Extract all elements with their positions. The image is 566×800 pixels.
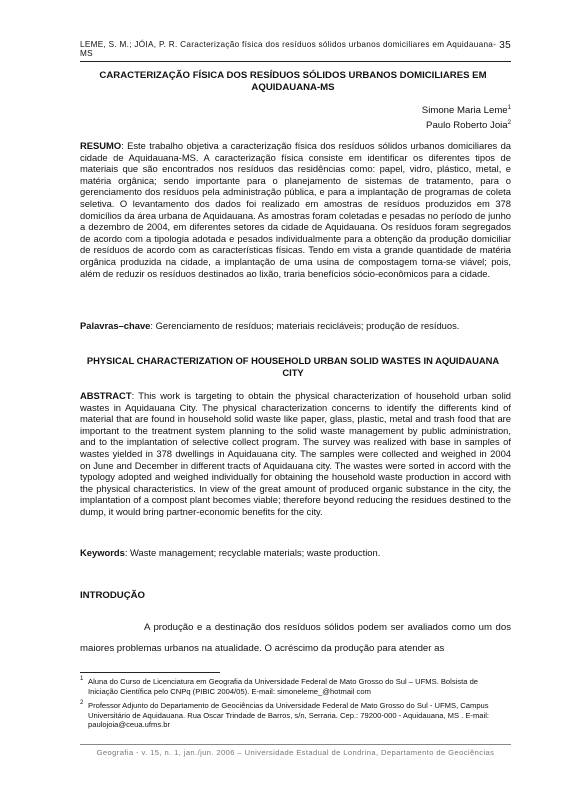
footnote-number: 1 [80, 676, 84, 682]
author-name: Paulo Roberto Joia [426, 120, 508, 132]
footnote-divider [80, 672, 220, 673]
footnote-2 [80, 701, 496, 730]
abstract-label: ABSTRACT [80, 390, 132, 401]
footnote-text: Aluna do Curso de Licenciatura em Geografia da Universidade Federal de Mato Grosso do Sul – UFMS. Bolsista de Iniciação Científica pelo CNPq (PIBIC 2004/05). E-mail: simoneleme_@hotmail com [88, 677, 479, 696]
resumo-paragraph [80, 140, 511, 279]
abstract-text: : This work is targeting to obtain the physical characterization of household urban solid wastes in Aquidauana City. The physical characterization concerns to identify the differents kind of material that are found in household solid waste like paper, glass, plastic, metal and trash food that are important to the treatment system planning to the solid waste management by public administration, and to the implantation of selective collect program. The survey was realized with base in samples of wastes yielded in 378 dwellings in Aquidauana city. The samples were collected and weighed in 2004 on June and December in different tracts of Aquidauana city. The wastes were sorted in accord with the typology adopted and weighed individually for obtaining the household waste production in accord with the physical characteristics. In view of the great amount of produced organic substance in the city, the implantation of a compost plant becomes viable; therefore beyond reducing the residues destined to the dump, it would bring partner-economic benefits for the city. [80, 390, 511, 517]
author-name: Simone Maria Leme [421, 105, 508, 117]
author-1 [422, 102, 511, 117]
page-number: 35 [499, 40, 511, 51]
running-header [80, 40, 511, 62]
keywords-text: : Waste management; recyclable materials; waste production. [124, 547, 381, 558]
running-header-text: LEME, S. M.; JÓIA, P. R. Caracterização física dos resíduos sólidos urbanos domiciliares em Aquidauana-MS [80, 40, 497, 58]
palavras-chave-paragraph [80, 320, 511, 332]
footnote-number: 2 [80, 700, 84, 706]
introducao-paragraph: A produção e a destinação dos resíduos sólidos podem ser avaliados como um dos maiores problemas urbanos na atualidade. O acréscimo da produção para atender as [80, 622, 511, 654]
resumo-text: : Este trabalho objetiva a caracterização física dos resíduos sólidos urbanos domiciliares da cidade de Aquidauana-MS. A caracterização física consiste em identificar os diferentes tipos de materiais que são encontrados nos resíduos das residências como: papel, vidro, plástico, metal, e matéria orgânica; sendo importante para o planejamento de sistemas de tratamento, para o gerenciamento dos resíduos pela administração pública, e para a implantação de programas de coleta seletiva. O levantamento dos dados foi realizado em amostras de resíduos produzidos em 378 domicílios da área urbana de Aquidauana. As amostras foram coletadas e pesadas no período de junho a dezembro de 2004, em diferentes setores da cidade de Aquidauana. Os resíduos foram segregados de acordo com a tipologia adotada e pesados individualmente para a obtenção da produção domiciliar de resíduos de acordo com as características físicas. Tendo em vista a grande quantidade de matéria orgânica produzida na cidade, a implantação de uma usina de compostagem torna-se viável; pois, além de reduzir os resíduos destinados ao lixão, traria benefícios sócio-econômicos para a cidade. [80, 140, 512, 279]
section-heading-introducao: INTRODUÇÃO [80, 590, 146, 601]
author-footnote-mark: 1 [507, 105, 511, 111]
footnote-1 [80, 677, 496, 696]
abstract-paragraph [80, 390, 511, 518]
resumo-label: RESUMO [80, 140, 122, 151]
palavras-chave-label: Palavras–chave [80, 320, 151, 331]
author-footnote-mark: 2 [507, 120, 511, 127]
page-footer: Geografia - v. 15, n. 1, jan./jun. 2006 – Universidade Estadual de Londrina, Departamento de Geociências [80, 744, 511, 757]
author-list [422, 102, 511, 132]
palavras-chave-text: : Gerenciamento de resíduos; materiais recicláveis; produção de resíduos. [150, 320, 460, 331]
paper-title: CARACTERIZAÇÃO FÍSICA DOS RESÍDUOS SÓLIDOS URBANOS DOMICILIARES EM AQUIDAUANA-MS [99, 70, 487, 93]
author-2 [422, 117, 511, 132]
footnote-text: Professor Adjunto do Departamento de Geociências da Universidade Federal de Mato Grosso do Sul - UFMS, Campus Universitário de Aquidauana. Rua Oscar Trindade de Barros, s/n, Serraria. Cep.: 79200-000 - Aquidauana, MS . E-mail: paulojoia@ceua.ufms.br [88, 701, 489, 730]
keywords-paragraph [80, 547, 511, 559]
english-title: PHYSICAL CHARACTERIZATION OF HOUSEHOLD URBAN SOLID WASTES IN AQUIDAUANA CITY [86, 355, 500, 378]
keywords-label: Keywords [80, 547, 125, 558]
